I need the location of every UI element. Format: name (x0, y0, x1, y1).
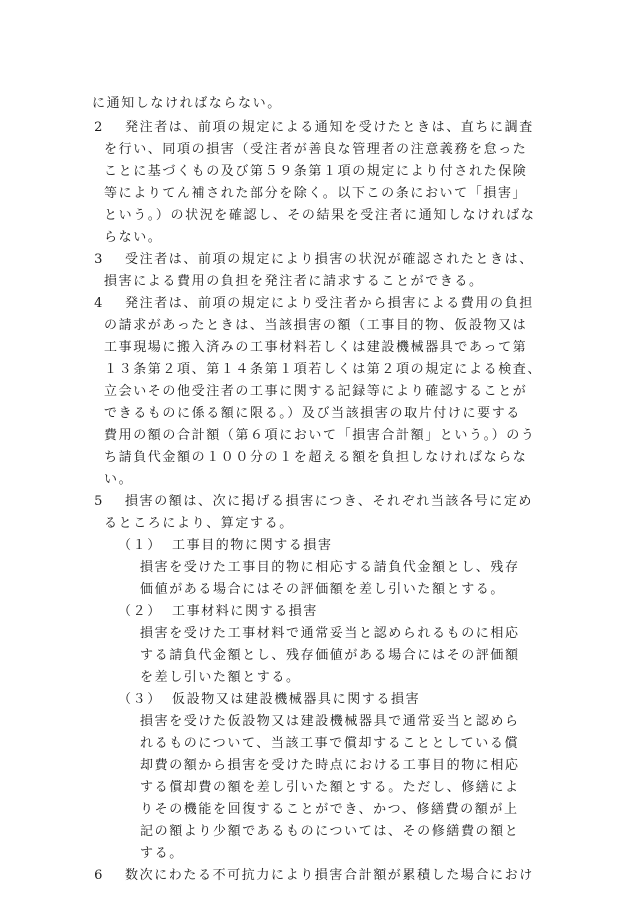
paragraph-line: 数次にわたる不可抗力により損害合計額が累積した場合におけ (125, 868, 534, 883)
paragraph-line: ち請負代金額の１００分の１を超える額を負担しなければならな (104, 450, 528, 465)
paragraph-line: という。）の状況を確認し、その結果を受注者に通知しなければな (104, 208, 536, 223)
item-title: 工事材料に関する損害 (172, 604, 319, 619)
paragraph-line: 損害による費用の負担を発注者に請求することができる。 (104, 274, 484, 289)
paragraph-line: の請求があったときは、当該損害の額（工事目的物、仮設物又は (104, 318, 528, 333)
item-line: を差し引いた額とする。 (140, 670, 301, 685)
paragraph-number: 4 (94, 296, 104, 311)
item-line: する償却費の額を差し引いた額とする。ただし、修繕によ (140, 780, 520, 795)
paragraph-number: 2 (94, 120, 104, 135)
paragraph-line: を行い、同項の損害（受注者が善良な管理者の注意義務を怠った (104, 142, 528, 157)
paragraph-line: 発注者は、前項の規定により受注者から損害による費用の負担 (125, 296, 534, 311)
paragraph-line: 立会いその他受注者の工事に関する記録等により確認することが (104, 384, 528, 399)
paragraph-line: らない。 (104, 230, 163, 245)
item-line: 記の額より少額であるものについては、その修繕費の額と (140, 824, 520, 839)
paragraph-number: 6 (94, 868, 104, 883)
item-line: 損害を受けた工事材料で通常妥当と認められるものに相応 (140, 626, 520, 641)
paragraph-line: １３条第２項、第１４条第１項若しくは第２項の規定による検査、 (104, 362, 543, 377)
item-line: 損害を受けた工事目的物に相応する請負代金額とし、残存 (140, 560, 520, 575)
paragraph-line: い。 (104, 472, 134, 487)
paragraph-line: るところにより、算定する。 (104, 516, 294, 531)
paragraph-line: 費用の額の合計額（第６項において「損害合計額」という。）のう (104, 428, 536, 443)
paragraph-line: できるものに係る額に限る。）及び当該損害の取片付けに要する (104, 406, 521, 421)
item-line: りその機能を回復することができ、かつ、修繕費の額が上 (140, 802, 519, 817)
lead-line: に通知しなければならない。 (92, 96, 282, 111)
paragraph-line: 損害の額は、次に掲げる損害につき、それぞれ当該各号に定め (125, 494, 534, 509)
item-title: 仮設物又は建設機械器具に関する損害 (172, 692, 421, 707)
item-line: する請負代金額とし、残存価値がある場合にはその評価額 (140, 648, 520, 663)
item-title: 工事目的物に関する損害 (172, 538, 333, 553)
paragraph-line: 発注者は、前項の規定による通知を受けたときは、直ちに調査 (125, 120, 534, 135)
paragraph-line: 工事現場に搬入済みの工事材料若しくは建設機械器具であって第 (104, 340, 528, 355)
item-line: 損害を受けた仮設物又は建設機械器具で通常妥当と認めら (140, 714, 520, 729)
paragraph-number: 3 (94, 252, 104, 267)
item-line: 価値がある場合にはその評価額を差し引いた額とする。 (140, 582, 506, 597)
paragraph-line: 等によりてん補された部分を除く。以下この条において「損害」 (104, 186, 528, 201)
item-line: 却費の額から損害を受けた時点における工事目的物に相応 (140, 758, 520, 773)
item-label: （３） (118, 692, 162, 707)
item-label: （２） (118, 604, 162, 619)
paragraph-line: ことに基づくもの及び第５９条第１項の規定により付された保険 (104, 164, 528, 179)
item-line: する。 (140, 846, 184, 861)
paragraph-line: 受注者は、前項の規定により損害の状況が確認されたときは、 (125, 252, 534, 267)
item-label: （１） (118, 538, 162, 553)
item-line: れるものについて、当該工事で償却することとしている償 (140, 736, 520, 751)
paragraph-number: 5 (94, 494, 104, 509)
